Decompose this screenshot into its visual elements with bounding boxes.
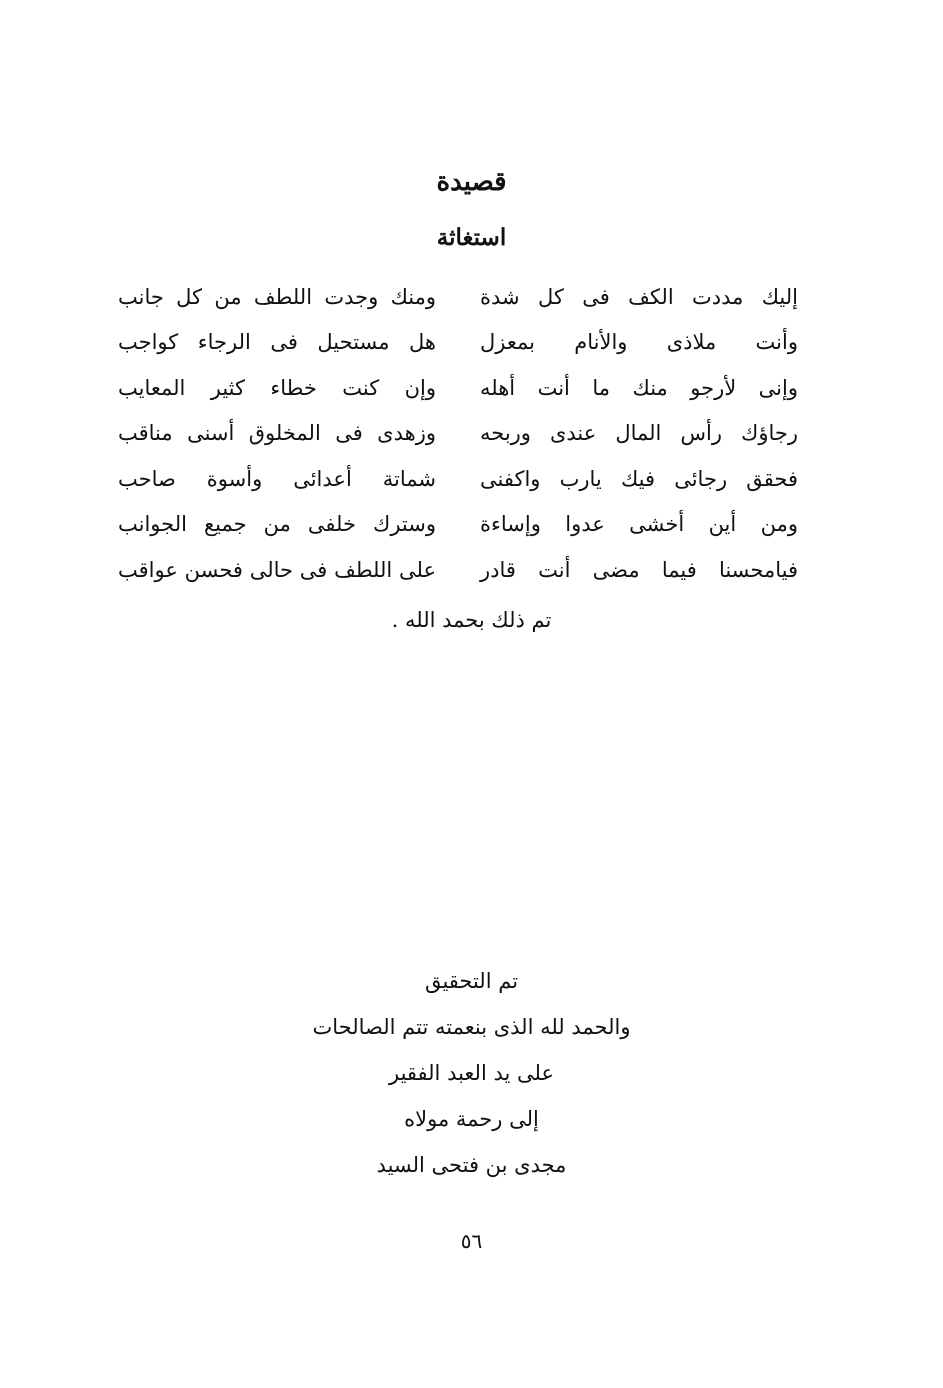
verse <box>118 365 798 411</box>
verse-first-hemistich: رجاؤك رأس المال عندى وربحه <box>480 421 798 446</box>
verse-second-hemistich: وسترك خلفى من جميع الجوانب <box>118 512 436 537</box>
verse-second-hemistich: على اللطف فى حالى فحسن عواقب <box>118 557 436 582</box>
verse <box>118 456 798 502</box>
verse-second-hemistich: شماتة أعدائى وأسوة صاحب <box>118 466 436 491</box>
verse-second-hemistich: وزهدى فى المخلوق أسنى مناقب <box>118 421 436 446</box>
page-number: ٥٦ <box>460 1229 483 1253</box>
verse <box>118 411 798 457</box>
colophon <box>0 958 943 1188</box>
verse <box>118 547 798 593</box>
verse <box>118 274 798 320</box>
poem-subtitle: استغاثة <box>436 224 507 251</box>
verse-first-hemistich: فحقق رجائى فيك يارب واكفنى <box>480 466 798 491</box>
poem-body <box>118 274 798 593</box>
poem-title: قصيدة <box>436 167 507 197</box>
colophon-line: والحمد لله الذى بنعمته تتم الصالحات <box>312 1015 631 1039</box>
colophon-line: على يد العبد الفقير <box>388 1061 554 1085</box>
verse-first-hemistich: وإنى لأرجو منك ما أنت أهله <box>480 375 798 400</box>
verse-first-hemistich: ومن أين أخشى عدوا وإساءة <box>480 512 798 537</box>
verse-first-hemistich: إليك مددت الكف فى كل شدة <box>480 284 798 309</box>
verse-first-hemistich: فيامحسنا فيما مضى أنت قادر <box>480 557 798 582</box>
colophon-line: تم التحقيق <box>424 969 519 993</box>
verse-second-hemistich: ومنك وجدت اللطف من كل جانب <box>118 284 436 309</box>
verse <box>118 320 798 366</box>
verse-second-hemistich: وإن كنت خطاء كثير المعايب <box>118 375 436 400</box>
closing-line: تم ذلك بحمد الله . <box>391 608 552 632</box>
colophon-line: مجدى بن فتحى السيد <box>376 1153 567 1177</box>
colophon-line: إلى رحمة مولاه <box>404 1107 539 1131</box>
verse <box>118 502 798 548</box>
verse-first-hemistich: وأنت ملاذى والأنام بمعزل <box>480 330 798 355</box>
verse-second-hemistich: هل مستحيل فى الرجاء كواجب <box>118 330 436 355</box>
